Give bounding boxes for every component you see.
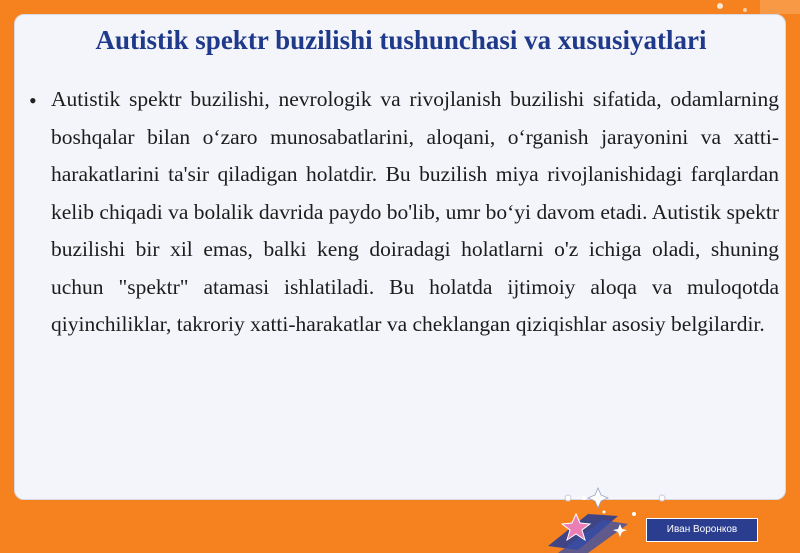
slide-panel — [14, 14, 786, 500]
author-badge: Иван Воронков — [646, 518, 758, 542]
top-accent-strip — [0, 0, 800, 14]
slide-title: Autistik spektr buzilishi tushunchasi va xususiyatlari — [95, 25, 707, 55]
bullet-text: Autistik spektr buzilishi, nevrologik va rivojlanish buzilishi sifatida, odamlarning boshqalar bilan o‘zaro munosabatlarini, aloqani, o‘rganish jarayonini va xatti-harakatlarini ta'sir qiladigan holatdir. Bu buzilish miya rivojlanishidagi farqlardan kelib chiqadi va bolalik davrida paydo bo'lib, umr bo‘yi davom etadi. Autistik spektr buzilishi bir xil emas, balki keng doiradagi holatlarni o'z ichiga oladi, shuning uchun "spektr" atamasi ishlatiladi. Bu holatda ijtimoiy aloqa va muloqotda qiyinchiliklar, takroriy xatti-harakatlar va cheklangan qiziqishlar asosiy belgilardir. — [51, 87, 779, 336]
bullet-item — [29, 81, 781, 344]
star-icon — [548, 506, 648, 553]
bullet-marker: • — [29, 88, 37, 113]
